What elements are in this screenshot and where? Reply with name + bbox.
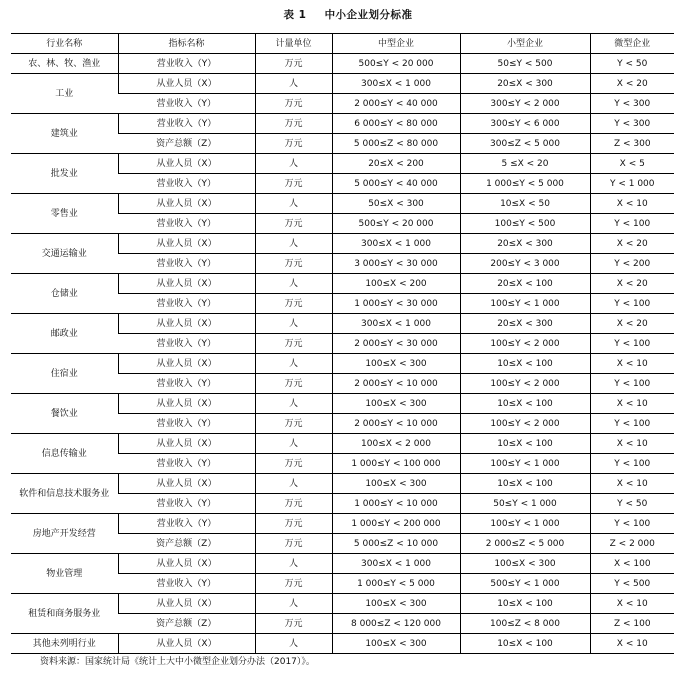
micro-cell: X < 20 — [590, 274, 674, 294]
indicator-cell: 从业人员（X） — [118, 394, 255, 414]
small-cell: 300≤Z < 5 000 — [460, 134, 590, 154]
medium-cell: 2 000≤Y < 10 000 — [332, 414, 460, 434]
indicator-cell: 从业人员（X） — [118, 594, 255, 614]
micro-cell: Z < 100 — [590, 614, 674, 634]
medium-cell: 8 000≤Z < 120 000 — [332, 614, 460, 634]
table-row — [11, 194, 674, 214]
industry-cell: 农、林、牧、渔业 — [11, 54, 118, 74]
indicator-cell: 营业收入（Y） — [118, 214, 255, 234]
indicator-cell: 营业收入（Y） — [118, 574, 255, 594]
table-row — [11, 54, 674, 74]
indicator-cell: 营业收入（Y） — [118, 174, 255, 194]
micro-cell: X < 20 — [590, 234, 674, 254]
indicator-cell: 从业人员（X） — [118, 274, 255, 294]
small-cell: 10≤X < 100 — [460, 474, 590, 494]
unit-cell: 万元 — [255, 494, 332, 514]
medium-cell: 500≤Y < 20 000 — [332, 54, 460, 74]
unit-cell: 万元 — [255, 514, 332, 534]
micro-cell: Y < 100 — [590, 374, 674, 394]
micro-cell: X < 10 — [590, 474, 674, 494]
indicator-cell: 营业收入（Y） — [118, 414, 255, 434]
small-cell: 100≤Y < 2 000 — [460, 374, 590, 394]
small-cell: 20≤X < 300 — [460, 234, 590, 254]
industry-cell: 零售业 — [11, 194, 118, 234]
medium-cell: 50≤X < 300 — [332, 194, 460, 214]
micro-cell: X < 10 — [590, 434, 674, 454]
medium-cell: 300≤X < 1 000 — [332, 314, 460, 334]
industry-cell: 房地产开发经营 — [11, 514, 118, 554]
unit-cell: 人 — [255, 74, 332, 94]
table-row — [11, 394, 674, 414]
small-cell: 500≤Y < 1 000 — [460, 574, 590, 594]
micro-cell: X < 20 — [590, 74, 674, 94]
unit-cell: 万元 — [255, 534, 332, 554]
indicator-cell: 从业人员（X） — [118, 634, 255, 654]
micro-cell: X < 10 — [590, 594, 674, 614]
table-row — [11, 474, 674, 494]
micro-cell: Y < 100 — [590, 514, 674, 534]
unit-cell: 万元 — [255, 454, 332, 474]
indicator-cell: 从业人员（X） — [118, 354, 255, 374]
unit-cell: 万元 — [255, 614, 332, 634]
table-row — [11, 234, 674, 254]
header-row — [11, 34, 674, 54]
unit-cell: 人 — [255, 314, 332, 334]
unit-cell: 人 — [255, 474, 332, 494]
header-indicator: 指标名称 — [118, 34, 255, 54]
medium-cell: 5 000≤Z < 80 000 — [332, 134, 460, 154]
small-cell: 100≤Y < 2 000 — [460, 414, 590, 434]
medium-cell: 300≤X < 1 000 — [332, 74, 460, 94]
table-row — [11, 634, 674, 654]
indicator-cell: 从业人员（X） — [118, 154, 255, 174]
medium-cell: 2 000≤Y < 10 000 — [332, 374, 460, 394]
medium-cell: 100≤X < 300 — [332, 354, 460, 374]
industry-cell: 软件和信息技术服务业 — [11, 474, 118, 514]
unit-cell: 人 — [255, 434, 332, 454]
medium-cell: 1 000≤Y < 30 000 — [332, 294, 460, 314]
small-cell: 100≤Y < 2 000 — [460, 334, 590, 354]
micro-cell: X < 100 — [590, 554, 674, 574]
small-cell: 1 000≤Y < 5 000 — [460, 174, 590, 194]
micro-cell: X < 10 — [590, 394, 674, 414]
indicator-cell: 从业人员（X） — [118, 434, 255, 454]
small-cell: 300≤Y < 2 000 — [460, 94, 590, 114]
micro-cell: Y < 200 — [590, 254, 674, 274]
industry-cell: 租赁和商务服务业 — [11, 594, 118, 634]
unit-cell: 万元 — [255, 374, 332, 394]
small-cell: 100≤Y < 500 — [460, 214, 590, 234]
medium-cell: 1 000≤Y < 200 000 — [332, 514, 460, 534]
table-body — [11, 54, 674, 654]
indicator-cell: 营业收入（Y） — [118, 114, 255, 134]
header-micro: 微型企业 — [590, 34, 674, 54]
micro-cell: Z < 2 000 — [590, 534, 674, 554]
medium-cell: 2 000≤Y < 40 000 — [332, 94, 460, 114]
industry-cell: 仓储业 — [11, 274, 118, 314]
table-row — [11, 514, 674, 534]
small-cell: 50≤Y < 500 — [460, 54, 590, 74]
micro-cell: Y < 100 — [590, 414, 674, 434]
indicator-cell: 资产总额（Z） — [118, 534, 255, 554]
medium-cell: 100≤X < 300 — [332, 634, 460, 654]
micro-cell: Y < 100 — [590, 334, 674, 354]
medium-cell: 100≤X < 300 — [332, 474, 460, 494]
small-cell: 20≤X < 300 — [460, 74, 590, 94]
medium-cell: 1 000≤Y < 5 000 — [332, 574, 460, 594]
unit-cell: 万元 — [255, 94, 332, 114]
header-unit: 计量单位 — [255, 34, 332, 54]
indicator-cell: 营业收入（Y） — [118, 54, 255, 74]
table-row — [11, 154, 674, 174]
unit-cell: 万元 — [255, 54, 332, 74]
table-row — [11, 554, 674, 574]
unit-cell: 人 — [255, 634, 332, 654]
unit-cell: 万元 — [255, 294, 332, 314]
small-cell: 5 ≤X < 20 — [460, 154, 590, 174]
indicator-cell: 从业人员（X） — [118, 194, 255, 214]
small-cell: 50≤Y < 1 000 — [460, 494, 590, 514]
micro-cell: Y < 300 — [590, 114, 674, 134]
micro-cell: X < 10 — [590, 634, 674, 654]
indicator-cell: 营业收入（Y） — [118, 254, 255, 274]
micro-cell: Z < 300 — [590, 134, 674, 154]
small-cell: 100≤Y < 1 000 — [460, 514, 590, 534]
small-cell: 10≤X < 100 — [460, 394, 590, 414]
unit-cell: 万元 — [255, 574, 332, 594]
table-row — [11, 274, 674, 294]
unit-cell: 人 — [255, 154, 332, 174]
small-cell: 20≤X < 100 — [460, 274, 590, 294]
small-cell: 10≤X < 50 — [460, 194, 590, 214]
unit-cell: 人 — [255, 594, 332, 614]
indicator-cell: 营业收入（Y） — [118, 294, 255, 314]
medium-cell: 6 000≤Y < 80 000 — [332, 114, 460, 134]
micro-cell: Y < 50 — [590, 54, 674, 74]
small-cell: 10≤X < 100 — [460, 594, 590, 614]
medium-cell: 100≤X < 300 — [332, 394, 460, 414]
table-row — [11, 594, 674, 614]
micro-cell: Y < 100 — [590, 294, 674, 314]
unit-cell: 人 — [255, 234, 332, 254]
unit-cell: 人 — [255, 554, 332, 574]
medium-cell: 3 000≤Y < 30 000 — [332, 254, 460, 274]
industry-cell: 物业管理 — [11, 554, 118, 594]
industry-cell: 信息传输业 — [11, 434, 118, 474]
source-note: 资料来源：国家统计局《统计上大中小微型企业划分办法（2017）》。 — [40, 657, 315, 667]
unit-cell: 万元 — [255, 334, 332, 354]
small-cell: 2 000≤Z < 5 000 — [460, 534, 590, 554]
small-cell: 100≤X < 300 — [460, 554, 590, 574]
micro-cell: Y < 50 — [590, 494, 674, 514]
medium-cell: 5 000≤Y < 40 000 — [332, 174, 460, 194]
medium-cell: 1 000≤Y < 10 000 — [332, 494, 460, 514]
industry-cell: 建筑业 — [11, 114, 118, 154]
micro-cell: X < 20 — [590, 314, 674, 334]
header-small: 小型企业 — [460, 34, 590, 54]
unit-cell: 万元 — [255, 134, 332, 154]
medium-cell: 20≤X < 200 — [332, 154, 460, 174]
table-title: 中小企业划分标准 — [324, 9, 413, 21]
micro-cell: Y < 300 — [590, 94, 674, 114]
medium-cell: 5 000≤Z < 10 000 — [332, 534, 460, 554]
table-caption — [0, 7, 696, 22]
indicator-cell: 资产总额（Z） — [118, 134, 255, 154]
micro-cell: X < 10 — [590, 354, 674, 374]
indicator-cell: 资产总额（Z） — [118, 614, 255, 634]
medium-cell: 100≤X < 2 000 — [332, 434, 460, 454]
indicator-cell: 营业收入（Y） — [118, 454, 255, 474]
micro-cell: Y < 100 — [590, 214, 674, 234]
small-cell: 10≤X < 100 — [460, 434, 590, 454]
table-row — [11, 434, 674, 454]
small-cell: 20≤X < 300 — [460, 314, 590, 334]
table-row — [11, 314, 674, 334]
table-number: 表 1 — [283, 9, 307, 21]
unit-cell: 万元 — [255, 214, 332, 234]
table-row — [11, 74, 674, 94]
indicator-cell: 营业收入（Y） — [118, 514, 255, 534]
industry-cell: 餐饮业 — [11, 394, 118, 434]
small-cell: 200≤Y < 3 000 — [460, 254, 590, 274]
small-cell: 100≤Y < 1 000 — [460, 294, 590, 314]
table-row — [11, 114, 674, 134]
medium-cell: 300≤X < 1 000 — [332, 554, 460, 574]
header-industry: 行业名称 — [11, 34, 118, 54]
table-row — [11, 354, 674, 374]
industry-cell: 工业 — [11, 74, 118, 114]
medium-cell: 500≤Y < 20 000 — [332, 214, 460, 234]
unit-cell: 万元 — [255, 254, 332, 274]
indicator-cell: 从业人员（X） — [118, 474, 255, 494]
unit-cell: 万元 — [255, 414, 332, 434]
unit-cell: 人 — [255, 274, 332, 294]
indicator-cell: 从业人员（X） — [118, 314, 255, 334]
unit-cell: 人 — [255, 194, 332, 214]
micro-cell: Y < 1 000 — [590, 174, 674, 194]
medium-cell: 1 000≤Y < 100 000 — [332, 454, 460, 474]
industry-cell: 邮政业 — [11, 314, 118, 354]
micro-cell: X < 10 — [590, 194, 674, 214]
micro-cell: X < 5 — [590, 154, 674, 174]
industry-cell: 批发业 — [11, 154, 118, 194]
header-medium: 中型企业 — [332, 34, 460, 54]
medium-cell: 100≤X < 300 — [332, 594, 460, 614]
indicator-cell: 从业人员（X） — [118, 554, 255, 574]
enterprise-classification-table — [11, 33, 674, 654]
micro-cell: Y < 100 — [590, 454, 674, 474]
medium-cell: 300≤X < 1 000 — [332, 234, 460, 254]
small-cell: 300≤Y < 6 000 — [460, 114, 590, 134]
medium-cell: 100≤X < 200 — [332, 274, 460, 294]
micro-cell: Y < 500 — [590, 574, 674, 594]
small-cell: 10≤X < 100 — [460, 354, 590, 374]
small-cell: 10≤X < 100 — [460, 634, 590, 654]
unit-cell: 人 — [255, 354, 332, 374]
indicator-cell: 营业收入（Y） — [118, 334, 255, 354]
indicator-cell: 从业人员（X） — [118, 234, 255, 254]
indicator-cell: 营业收入（Y） — [118, 374, 255, 394]
unit-cell: 人 — [255, 394, 332, 414]
unit-cell: 万元 — [255, 114, 332, 134]
industry-cell: 住宿业 — [11, 354, 118, 394]
unit-cell: 万元 — [255, 174, 332, 194]
industry-cell: 交通运输业 — [11, 234, 118, 274]
indicator-cell: 营业收入（Y） — [118, 94, 255, 114]
indicator-cell: 从业人员（X） — [118, 74, 255, 94]
small-cell: 100≤Z < 8 000 — [460, 614, 590, 634]
small-cell: 100≤Y < 1 000 — [460, 454, 590, 474]
indicator-cell: 营业收入（Y） — [118, 494, 255, 514]
industry-cell: 其他未列明行业 — [11, 634, 118, 654]
medium-cell: 2 000≤Y < 30 000 — [332, 334, 460, 354]
